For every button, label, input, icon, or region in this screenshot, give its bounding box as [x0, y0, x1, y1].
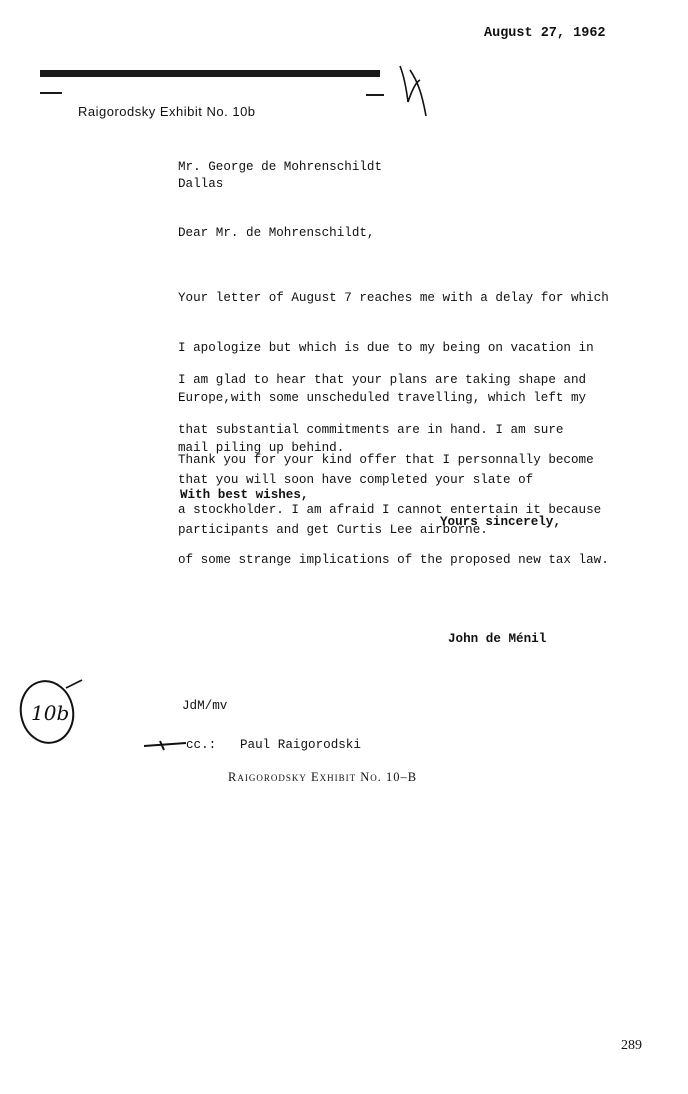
exhibit-label: Raigorodsky Exhibit No. 10b [78, 104, 256, 119]
body-line: Your letter of August 7 reaches me with a delay for which [178, 291, 609, 306]
valediction: Yours sincerely, [440, 515, 561, 529]
header-right-tick [366, 94, 384, 96]
header-left-tick [40, 92, 62, 94]
header-redaction-bar [40, 70, 380, 77]
page-number: 289 [621, 1038, 642, 1053]
body-line: a stockholder. I am afraid I cannot entertain it because [178, 502, 602, 517]
circled-mark-text: 10b [31, 701, 70, 725]
body-line: Europe,with some unscheduled travelling, which left my [178, 390, 587, 405]
closing: With best wishes, [180, 488, 309, 502]
letter-date: August 27, 1962 [484, 26, 606, 41]
body-line: mail piling up behind. [178, 440, 345, 455]
cc-label: cc.: [186, 738, 217, 752]
cc-strike-mark [142, 738, 188, 752]
body-line: that substantial commitments are in hand. I am sure [178, 422, 564, 437]
exhibit-footer: Raigorodsky Exhibit No. 10–B [228, 770, 418, 784]
recipient-city: Dallas [178, 177, 224, 191]
typist-initials: JdM/mv [182, 699, 228, 713]
body-line: I am glad to hear that your plans are taking shape and [178, 373, 587, 388]
cc-name: Paul Raigorodski [240, 738, 361, 752]
recipient-name: Mr. George de Mohrenschildt [178, 160, 383, 174]
circled-exhibit-mark [10, 676, 86, 746]
body-line: I apologize but which is due to my being on vacation in [178, 340, 594, 355]
body-line: of some strange implications of the proposed new tax law. [178, 552, 609, 567]
body-line: that you will soon have completed your slate of [178, 472, 534, 487]
body-line: Thank you for your kind offer that I personnally become [178, 453, 594, 468]
signature-name: John de Ménil [448, 632, 547, 646]
body-line: participants and get Curtis Lee airborne. [178, 522, 488, 537]
handwritten-check-mark [396, 64, 430, 120]
salutation: Dear Mr. de Mohrenschildt, [178, 226, 375, 240]
